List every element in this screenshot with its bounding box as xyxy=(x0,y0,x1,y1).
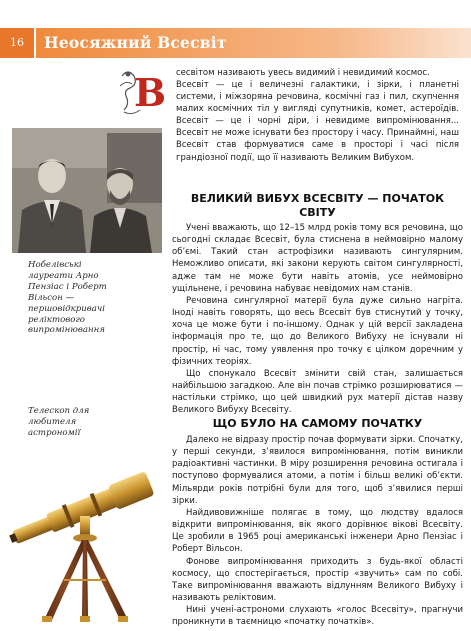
section-title-bar xyxy=(36,28,471,58)
section1-paragraph: Речовина сингулярної матерії була дуже сильно нагріта. Іноді навіть говорять, що весь Всесвіт був стиснутий у точку, хоча це може бути і по-іншому. Однак у цій версії закладена інформація про те, що до Великого Вибуху не існували ні простір, ні час, тому уявлення про точку є цілком доречним у фізичних теоріях. xyxy=(172,295,463,367)
page-header xyxy=(0,28,471,58)
section2-heading: ЩО БУЛО НА САМОМУ ПОЧАТКУ xyxy=(212,417,423,430)
dropcap-ornament-icon xyxy=(118,66,170,118)
page-number: 16 xyxy=(0,28,34,58)
section2-paragraph: Нині учені-астрономи слухають «голос Всесвіту», прагнучи проникнути в таємницю «початку початків». xyxy=(172,605,463,628)
section2-paragraph: Далеко не відразу простір почав формувати зірки. Спочатку, у перші секунди, з’явилося випромінювання, потім виникли радіоактивні частинки. В міру розширення речовина остигала і поступово формувалися атоми, а потім і більш великі об’єкти. Мільярди років потрібні були для того, щоб з’явилися перші зірки. xyxy=(172,435,463,506)
dropcap-letter: В xyxy=(134,70,167,115)
section2-body xyxy=(172,434,463,629)
section1-paragraph: Учені вважають, що 12–15 млрд років тому вся речовина, що сьогодні складає Всесвіт, була стиснена в неймовірно малому об’ємі. Такий стан астрофізики називають сингулярним. Неможливо описати, які закони керують світом сингулярності, адже там не може бути навіть атомів, усе неймовірно ущільнене, і речовина набуває невідомих нам станів. xyxy=(172,223,463,294)
section1-body xyxy=(172,222,463,417)
telescope-caption: Телескоп для любителя астрономії xyxy=(28,406,90,438)
section2-paragraph: Найдивовижніше полягає в тому, що людству вдалося відкрити випромінювання, вік якого дорівнює вікові Всесвіту. Це зробили в 1965 році американські інженери Арно Пензіас і Роберт Вільсон. xyxy=(172,507,463,555)
intro-first-line: сесвітом називають увесь видимий і невидимий космос. xyxy=(176,68,430,78)
telescope-illustration xyxy=(6,452,166,622)
photo-illustration-icon xyxy=(12,128,162,253)
telescope-icon xyxy=(6,452,166,622)
section1-heading: ВЕЛИКИЙ ВИБУХ ВСЕСВІТУ — ПОЧАТОК СВІТУ xyxy=(190,192,445,219)
section-title: Неосяжний Всесвіт xyxy=(44,33,227,52)
nobel-laureates-photo xyxy=(12,128,162,253)
intro-text: Всесвіт — це і величезні галактики, і зірки, і планетні системи, і міжзоряна речовина, космічні газ і пил, скупчення малих космічних тіл у вигляді супутників, комет, астероїдів. Всесвіт — це і чорні діри, і невидиме випромінювання... Всесвіт не може існувати без простору і часу. Принаймні, наш Всесвіт став формуватися саме в просторі і часі після грандіозної події, що її називають Великим Вибухом. xyxy=(176,80,459,163)
photo-caption: Нобелівські лауреати Арно Пензіас і Роберт Вільсон — першовідкривачі реліктового випромінювання xyxy=(28,260,107,336)
ornamental-dropcap xyxy=(118,66,170,118)
section1-paragraph: Що спонукало Всесвіт змінити свій стан, залишається найбільшою загадкою. Але він почав стрімко розширюватися — настільки стрімко, що цей швидкий рух матерії дістав назву Великого Вибуху Всесвіту. xyxy=(172,368,463,416)
section2-paragraph: Фонове випромінювання приходить з будь-якої області космосу, що спостерігається, простір «звучить» сам по собі. Таке випромінювання вважають відлунням Великого Вибуху і називають реліктовим. xyxy=(172,556,463,604)
